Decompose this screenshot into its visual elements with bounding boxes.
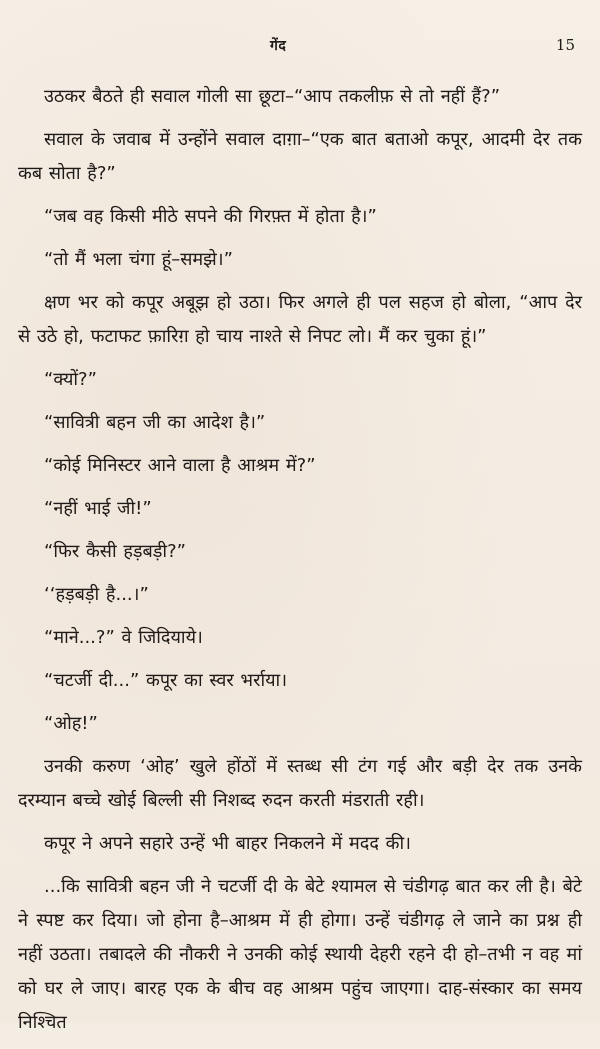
paragraph: “ओह!” — [44, 713, 98, 734]
paragraph: “क्यों?” — [44, 369, 97, 390]
paragraph: ‘‘हड़बड़ी है...।” — [44, 584, 149, 605]
paragraph: कपूर ने अपने सहारे उन्हें भी बाहर निकलने में मदद की। — [44, 833, 411, 854]
paragraph: “सावित्री बहन जी का आदेश है।” — [44, 412, 266, 433]
body-text — [18, 80, 582, 1049]
paragraph: सवाल के जवाब में उन्होंने सवाल दाग़ा–“एक बात बताओ कपूर, आदमी देर तक कब सोता है?” — [18, 129, 582, 184]
paragraph: “नहीं भाई जी!” — [44, 498, 152, 519]
paragraph: “चटर्जी दी...” कपूर का स्वर भर्राया। — [44, 670, 288, 691]
paragraph: “तो मैं भला चंगा हूं–समझे।” — [44, 249, 233, 270]
paragraph: “जब वह किसी मीठे सपने की गिरफ़्त में होता है।” — [44, 206, 377, 227]
paragraph: ...कि सावित्री बहन जी ने चटर्जी दी के बेटे श्यामल से चंडीगढ़ बात कर ली है। बेटे ने स्पष्ट कर दिया। जो होना है–आश्रम में ही होगा। उन्हें चंडीगढ़ ले जाने का प्रश्न ही नहीं उठता। तबादले की नौकरी ने उनकी कोई स्थायी देहरी रहने दी हो–तभी न वह मां को घर ले जाए। बारह एक के बीच वह आश्रम पहुंच जाएगा। दाह-संस्कार का समय निश्चित — [18, 876, 582, 1033]
paragraph: “कोई मिनिस्टर आने वाला है आश्रम में?” — [44, 455, 316, 476]
paragraph: क्षण भर को कपूर अबूझ हो उठा। फिर अगले ही पल सहज हो बोला, “आप देर से उठे हो, फटाफट फ़ारिग़ हो चाय नाश्ते से निपट लो। मैं कर चुका हूं।” — [18, 292, 582, 347]
paragraph: “फिर कैसी हड़बड़ी?” — [44, 541, 186, 562]
running-title: गेंद — [270, 38, 287, 54]
paragraph: उठकर बैठते ही सवाल गोली सा छूटा–“आप तकलीफ़ से तो नहीं हैं?” — [44, 86, 501, 107]
page-header — [0, 36, 600, 60]
paragraph: “माने...?” वे जिदियाये। — [44, 627, 203, 648]
page-number: 15 — [555, 36, 575, 54]
paragraph: उनकी करुण ‘ओह’ खुले होंठों में स्तब्ध सी टंग गई और बड़ी देर तक उनके दरम्यान बच्चे खोई बिल्ली सी निशब्द रुदन करती मंडराती रही। — [18, 756, 582, 811]
